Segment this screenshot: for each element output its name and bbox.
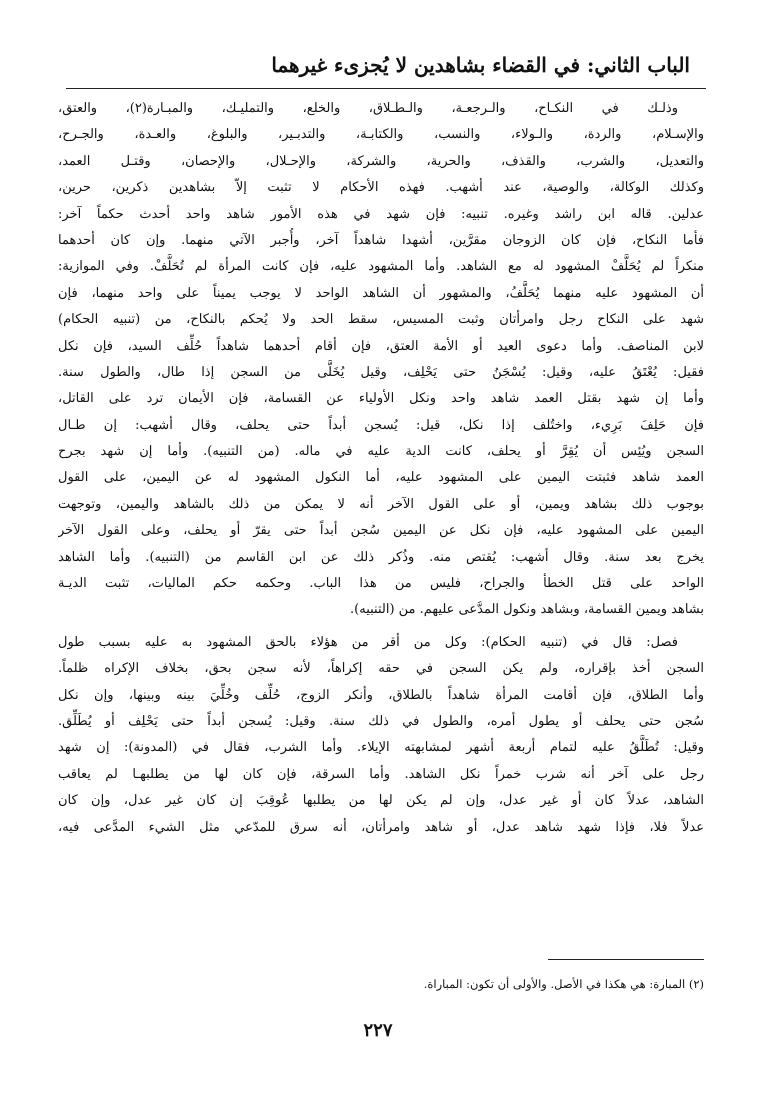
text-line: لابن المناصف. وأما دعوى العيد أو الأمة العتق، فإن أقام أحدهما شاهداً حُلِّف السيد، فإن نكل xyxy=(58,338,704,354)
text-line: وكذلك الوكالة، والوصية، عند أشهب. فهذه الأحكام لا تثبت إلاّ بشاهدين ذكرين، حرين، xyxy=(58,180,704,196)
text-line: اليمين على المشهود عليه، فإن نكل عن اليمين سُجن أبداً حتى يقرّ أو يحلف، وعلى القول الآخر xyxy=(58,523,704,539)
text-line: الشاهد، عدلاً كان أو غير عدل، وإن لم يكن لها من يطلبها عُوقِبَ إن كان غير عدل، وإن كان xyxy=(58,793,704,809)
text-line: والإسـلام، والردة، والـولاء، والنسب، والكتابـة، والتدبـير، والبلوغ، والعـدة، والجـرح، xyxy=(58,127,704,143)
text-line: وأما الطلاق، فإن أقامت المرأة شاهداً بالطلاق، وأنكر الزوج، حُلِّف وخُلِّيَ بينه وبينها، وإن نكل xyxy=(58,687,704,703)
body-text xyxy=(58,96,704,841)
text-line: شهد على النكاح رجل وامرأتان وثبت المسيس، سقط الحد ولا يُحكم بالنكاح، من (تنبيه الحكام) xyxy=(58,312,704,328)
text-line: فأما النكاح، فإن كان الزوجان مقرَّين، أشهدا شاهداً آخر، وأُجبر الآتي منهما. وإن كان أحدهما xyxy=(58,232,704,248)
text-line: بوجوب ذلك بشاهد ويمين، أو على القول الآخر أنه لا يمكن من ذلك بالشاهد واليمين، وتوجهت xyxy=(58,496,704,512)
text-line: وأما إن شهد بقتل العمد شاهد واحد ونكل الأولياء عن القسامة، فإن الأيمان ترد على القاتل، xyxy=(58,391,704,407)
paragraph xyxy=(58,630,704,841)
text-line: أن المشهود عليه منهما يُحَلَّفُ، والمشهور أن الشاهد الواحد لا يوجب يميناً على واحد منهما، فإن xyxy=(58,285,704,301)
paragraph xyxy=(58,96,704,624)
text-line: وذلـك في النكـاح، والـرجعـة، والـطـلاق، والخلع، والتمليـك، والمبـارة(٢)، والعتق، xyxy=(58,101,678,116)
text-line: الواحد على قتل الخطأ والجراح، فليس من هذا الباب. وحكمه حكم الماليات، تثبت الديـة xyxy=(58,576,704,592)
text-line: فصل: قال في (تنبيه الحكام): وكل من أقر من هؤلاء بالحق المشهود به عليه بسبب طول xyxy=(58,634,678,650)
text-line: عدلين. قاله ابن راشد وغيره. تنبيه: فإن شهد في هذه الأمور شاهد واحد أحدث حكماً آخر: xyxy=(58,206,704,222)
text-line: سُجن حتى يحلف أو يطول أمره، والطول في ذلك سنة. وقيل: يُسجن أبداً حتى يَحْلِف أو يُطَلِّق. xyxy=(58,713,704,729)
running-head-title: الباب الثاني: في القضاء بشاهدين لا يُجزىء غيرهما xyxy=(271,53,690,77)
text-line: بشاهد ويمين القسامة، وبشاهد ونكول المدَّعى عليهم. من (التنبيه). xyxy=(350,602,704,618)
page-number: ٢٢٧ xyxy=(363,1020,393,1041)
text-line: السجن ويُئِس أن يُقِرَّ أو يحلف، كانت الدية عليه في ماله. (من التنبيه). وأما إن شهد بجرح xyxy=(58,444,704,460)
text-line: فإن حَلِفَ بَرِيء، واختُلف إذا نكل، قيل: يُسجن أبداً حتى يحلف، وقال أشهب: إن طـال xyxy=(58,417,704,433)
text-line: فقيل: يُعْتَقُ عليه، وقيل: يُسْجَنُ حتى يَحْلِف، وقيل يُخَلَّى من السجن إذا طال، والطول سنة. xyxy=(58,364,704,380)
text-line: يخرج بعد سنة. وقال أشهب: يُقتص منه. وذُكر ذلك عن ابن القاسم من (التنبيه). وأما الشاهد xyxy=(58,549,704,565)
footnote: (٢) المبارة: هي هكذا في الأصل. والأولى أن تكون: المباراة. xyxy=(423,977,704,991)
text-line: العمد شاهد فثبتت اليمين على المشهود عليه، أما النكول المشهود له عن اليمين، على القول xyxy=(58,470,704,486)
text-line: السجن أخذ بإقراره، ولم يكن السجن في حقه إكراهاً، لأنه سجن بحق، بخلاف الإكراه ظلماً. xyxy=(58,661,704,677)
text-line: والتعديل، والشرب، والقذف، والحرية، والشركة، والإحـلال، والإحصان، وقتـل العمد، xyxy=(58,153,704,169)
text-line: منكراً لم يُحَلَّفْ المشهود له مع الشاهد. وأما المشهود عليه، فإن كانت المرأة لم تُحَلَّفْ. وفي الموازية: xyxy=(58,259,704,275)
text-line: رجل على آخر أنه شرب خمراً نكل الشاهد. وأما السرقة، فإن كان لها من يطلبهـا لم يعاقب xyxy=(58,766,704,782)
text-line: عدلاً فلا، فإذا شهد شاهد عدل، أو شاهد وامرأتان، أنه سرق للمدّعي مثل الشيء المدَّعى فيه، xyxy=(58,819,704,835)
text-line: وقيل: تُطَلَّقُ عليه لتمام أربعة أشهر لمشابهته الإيلاء. وأما الشرب، فقال في (المدونة): إن شهد xyxy=(58,740,704,756)
header-rule xyxy=(66,88,706,89)
footnote-rule xyxy=(548,959,704,960)
